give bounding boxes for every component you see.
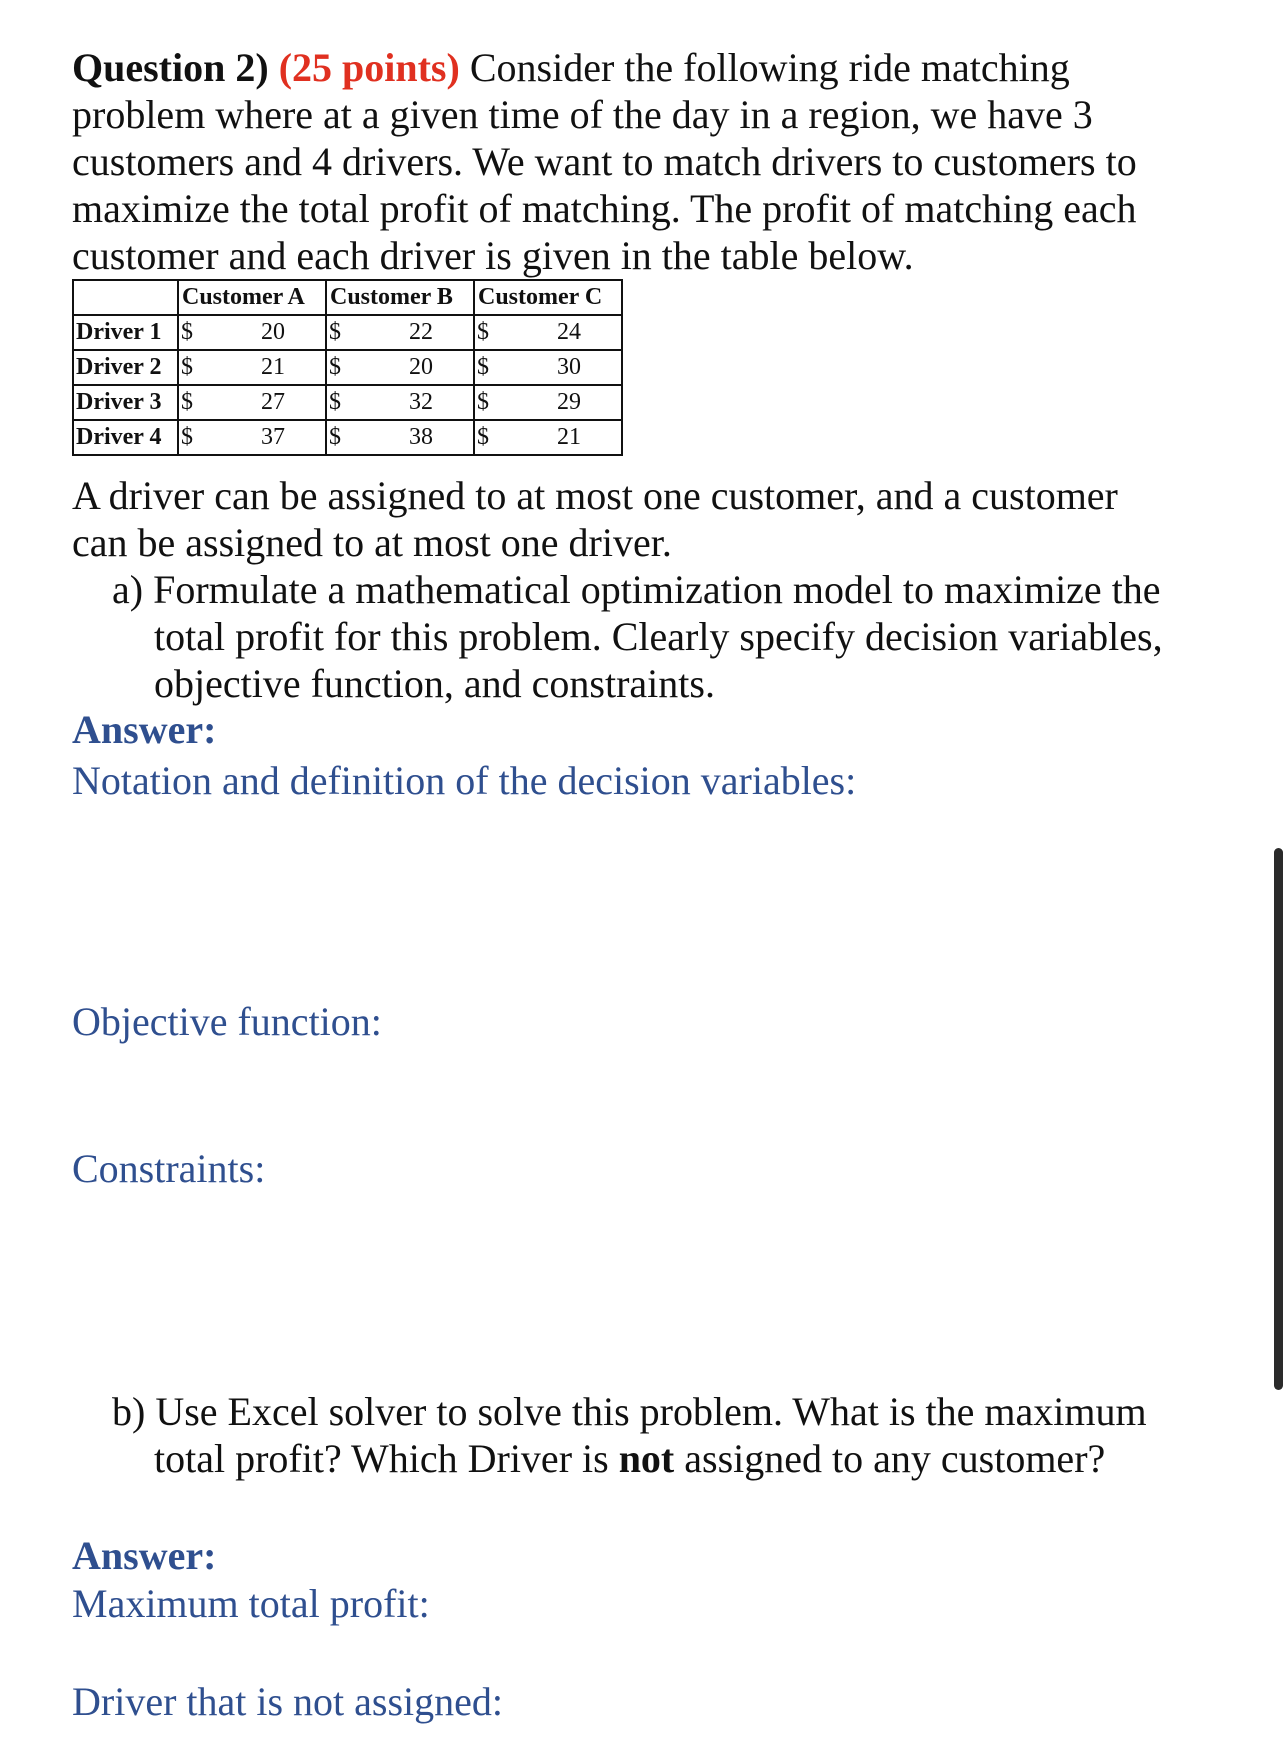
part-a-answer-label: Answer: <box>72 707 217 752</box>
profit-table <box>72 279 623 456</box>
question-label: Question 2) <box>72 45 269 90</box>
points-label: (25 points) <box>278 45 460 90</box>
row-label-driver-2: Driver 2 <box>73 350 178 385</box>
question-text: Consider the following ride matching problem where at a given time of the day in a region, we have 3 customers and 4 drivers. We want to match drivers to customers to maximize the total profit of matching. The profit of matching each customer and each driver is given in the table below. <box>72 45 1137 278</box>
table-row <box>73 420 622 455</box>
header-customer-c: Customer C <box>474 280 622 315</box>
table-cell: $ 21 <box>474 420 622 455</box>
table-corner <box>73 280 178 315</box>
table-cell: $ 20 <box>326 350 474 385</box>
table-cell: $ 37 <box>178 420 326 455</box>
part-b-text: b) Use Excel solver to solve this problem. What is the maximum total profit? Which Driver is not assigned to any customer? <box>112 1389 1147 1481</box>
table-cell: $ 21 <box>178 350 326 385</box>
row-label-driver-3: Driver 3 <box>73 385 178 420</box>
vertical-scrollbar[interactable] <box>1274 848 1283 1390</box>
table-cell: $ 22 <box>326 315 474 350</box>
constraints-label: Constraints: <box>72 1146 266 1191</box>
part-b-answer-label: Answer: <box>72 1533 217 1578</box>
table-cell: $ 24 <box>474 315 622 350</box>
table-cell: $ 20 <box>178 315 326 350</box>
row-label-driver-4: Driver 4 <box>73 420 178 455</box>
header-customer-b: Customer B <box>326 280 474 315</box>
table-cell: $ 29 <box>474 385 622 420</box>
question-intro <box>72 44 1152 279</box>
table-row <box>73 385 622 420</box>
table-row <box>73 350 622 385</box>
part-a-text: a) Formulate a mathematical optimization model to maximize the total profit for this problem. Clearly specify decision variables, objective function, and constraints. <box>112 567 1163 706</box>
table-row <box>73 315 622 350</box>
unassigned-driver-label: Driver that is not assigned: <box>72 1679 504 1724</box>
max-profit-label: Maximum total profit: <box>72 1581 430 1626</box>
assignment-constraint-text: A driver can be assigned to at most one customer, and a customer can be assigned to at most one driver. <box>72 473 1118 565</box>
table-cell: $ 30 <box>474 350 622 385</box>
table-cell: $ 32 <box>326 385 474 420</box>
header-customer-a: Customer A <box>178 280 326 315</box>
table-cell: $ 38 <box>326 420 474 455</box>
table-header-row <box>73 280 622 315</box>
table-cell: $ 27 <box>178 385 326 420</box>
not-emphasis: not <box>618 1436 675 1481</box>
objective-function-label: Objective function: <box>72 999 382 1044</box>
row-label-driver-1: Driver 1 <box>73 315 178 350</box>
decision-variables-label: Notation and definition of the decision variables: <box>72 758 857 803</box>
